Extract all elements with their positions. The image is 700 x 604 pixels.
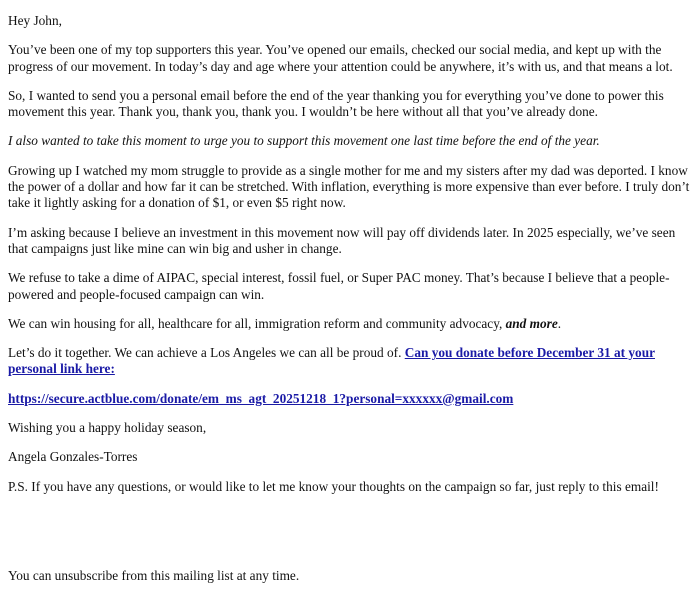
paragraph-win-end: . — [557, 315, 562, 331]
paragraph-story: Growing up I watched my mom struggle to provide as a single mother for me and my sisters after my dad was deported. I know the power of a dollar and how far it can be stretched. With inflation, everything is more expensive than ever before. I truly don’t take it lightly asking for a donation of $1, or even $5 right now. — [8, 162, 690, 211]
emphasis-and-more: and more — [505, 315, 558, 331]
paragraph-win — [8, 316, 692, 332]
donate-link[interactable]: Can you donate before December 31 at your personal link here: — [8, 345, 655, 377]
spacer — [8, 508, 692, 568]
greeting: Hey John, — [8, 13, 62, 28]
postscript: P.S. If you have any questions, or would like to let me know your thoughts on the campaign so far, just reply to this email! — [8, 478, 659, 494]
paragraph-urge: I also wanted to take this moment to urge you to support this movement one last time before the end of the year. — [8, 133, 600, 149]
paragraph-url — [8, 391, 692, 407]
donate-url-link[interactable]: https://secure.actblue.com/donate/em_ms_agt_20251218_1?personal=xxxxxx@gmail.com — [8, 390, 514, 406]
paragraph-refuse: We refuse to take a dime of AIPAC, special interest, fossil fuel, or Super PAC money. That’s because I believe that a people-powered and people-focused campaign can win. — [8, 270, 670, 302]
closing: Wishing you a happy holiday season, — [8, 420, 207, 436]
paragraph-together — [8, 345, 692, 378]
paragraph-supporters: You’ve been one of my top supporters this year. You’ve opened our emails, checked our social media, and kept up with the progress of our movement. In today’s day and age where your attention could be anywhere, it’s with us, and that means a lot. — [8, 42, 673, 74]
unsubscribe-text: You can unsubscribe from this mailing list at any time. — [8, 567, 300, 583]
paragraph-win-text: We can win housing for all, healthcare for all, immigration reform and community advocacy, — [8, 315, 506, 331]
paragraph-thanks: So, I wanted to send you a personal email before the end of the year thanking you for everything you’ve done to power this movement this year. Thank you, thank you, thank you. I wouldn’t be here without all that you’ve already done. — [8, 87, 664, 120]
signature: Angela Gonzales-Torres — [8, 449, 138, 465]
paragraph-investment: I’m asking because I believe an investment in this movement now will pay off dividends later. In 2025 especially, we’ve seen that campaigns just like mine can win big and usher in change. — [8, 224, 676, 256]
paragraph-together-text: Let’s do it together. We can achieve a Los Angeles we can all be proud of. — [8, 345, 405, 361]
